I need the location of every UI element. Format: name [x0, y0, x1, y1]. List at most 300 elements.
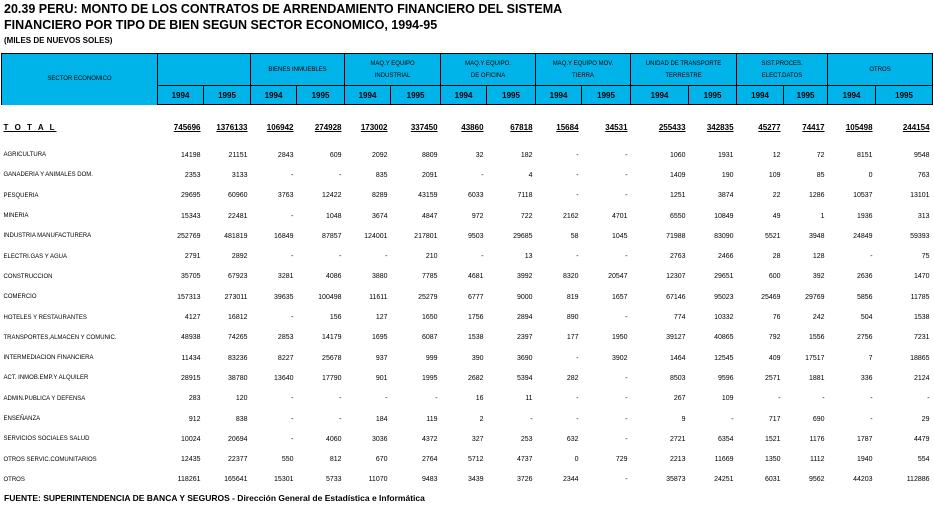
value-cell: 45277 [758, 123, 781, 132]
value-cell: - [625, 151, 628, 159]
value-cell: 729 [615, 456, 628, 464]
value-cell: 20694 [228, 435, 248, 443]
table-row [2, 206, 933, 226]
value-cell: 38780 [228, 374, 248, 382]
table-row [2, 287, 933, 307]
value-cell: 1251 [669, 192, 686, 200]
value-cell: 25678 [322, 354, 342, 362]
value-cell: 20547 [608, 273, 628, 281]
value-cell: - [291, 171, 294, 179]
value-cell: 59393 [910, 232, 930, 240]
value-cell: 124001 [364, 232, 388, 240]
group-header-otros: OTROS [828, 54, 933, 86]
value-cell: 32 [475, 151, 484, 159]
value-cell: 342835 [706, 123, 734, 132]
value-cell: 48938 [181, 334, 201, 342]
value-cell: 12 [772, 151, 781, 159]
value-cell: 6087 [421, 334, 438, 342]
value-cell: 44203 [853, 476, 873, 484]
value-cell: 327 [471, 435, 484, 443]
value-cell: 890 [566, 314, 579, 322]
value-cell: - [625, 415, 628, 423]
value-cell: - [625, 192, 628, 200]
value-cell: - [339, 171, 342, 179]
sector-label: ACT. INMOB.EMP.Y ALQUILER [3, 375, 89, 382]
value-cell: 4681 [467, 273, 484, 281]
value-cell: 34531 [605, 123, 628, 132]
value-cell: - [625, 435, 628, 443]
value-cell: 3902 [611, 354, 628, 362]
value-cell: 1787 [856, 435, 873, 443]
value-cell: - [385, 395, 388, 403]
value-cell: 17517 [805, 354, 825, 362]
leasing-table [1, 53, 933, 490]
value-cell: 6550 [669, 212, 686, 220]
value-cell: 29651 [714, 273, 734, 281]
value-cell: 2353 [184, 171, 201, 179]
value-cell: 7231 [913, 334, 930, 342]
year-header: 1995 [582, 86, 631, 105]
sector-label: TRANSPORTES,ALMACEN Y COMUNIC. [3, 334, 117, 341]
sector-label: INDUSTRIA MANUFACTURERA [3, 233, 92, 240]
value-cell: 177 [566, 334, 579, 342]
value-cell: 83236 [228, 354, 248, 362]
value-cell: 4 [528, 171, 533, 179]
value-cell: 6031 [764, 476, 781, 484]
value-cell: 43159 [418, 192, 438, 200]
value-cell: 12422 [322, 192, 342, 200]
value-cell: 10024 [181, 435, 201, 443]
value-cell: 2397 [516, 334, 533, 342]
table-row [2, 226, 933, 246]
value-cell: 173002 [360, 123, 388, 132]
value-cell: 15343 [181, 212, 201, 220]
value-cell: 184 [375, 415, 388, 423]
value-cell: 3439 [467, 476, 484, 484]
table-row [2, 307, 933, 327]
value-cell: 1931 [717, 151, 734, 159]
value-cell: 1538 [467, 334, 484, 342]
value-cell: 25469 [761, 293, 781, 301]
value-cell: 3874 [717, 192, 734, 200]
value-cell: 337450 [410, 123, 438, 132]
group-header-sist-proces: SIST.PROCES. ELECT.DATOS [737, 54, 828, 86]
value-cell: 267 [673, 395, 686, 403]
year-header: 1995 [487, 86, 536, 105]
value-cell: 9503 [467, 232, 484, 240]
value-cell: 67146 [666, 293, 686, 301]
year-header: 1994 [345, 86, 391, 105]
value-cell: 12307 [666, 273, 686, 281]
value-cell: 1 [820, 212, 825, 220]
value-cell: 1695 [371, 334, 388, 342]
value-cell: 609 [329, 151, 342, 159]
value-cell: 2791 [184, 253, 201, 261]
table-row [2, 267, 933, 287]
table-row [2, 348, 933, 368]
value-cell: 690 [812, 415, 825, 423]
value-cell: 2124 [913, 374, 930, 382]
year-header: 1995 [784, 86, 828, 105]
group-header-maq-mov-tierra: MAQ.Y EQUIPO MOV. TIERRA [536, 54, 631, 86]
value-cell: 1112 [809, 456, 825, 464]
value-cell: - [576, 354, 579, 362]
value-cell: 2756 [856, 334, 873, 342]
value-cell: 4737 [516, 456, 533, 464]
value-cell: 13640 [274, 374, 294, 382]
value-cell: 8289 [371, 192, 388, 200]
value-cell: 11669 [714, 456, 734, 464]
table-row [2, 389, 933, 409]
value-cell: 9 [681, 415, 686, 423]
value-cell: 4701 [611, 212, 628, 220]
value-cell: 182 [520, 151, 533, 159]
value-cell: 4086 [325, 273, 342, 281]
year-header: 1994 [536, 86, 582, 105]
value-cell: 74265 [228, 334, 248, 342]
value-cell: 838 [235, 415, 248, 423]
value-cell: 8320 [562, 273, 579, 281]
year-header: 1995 [391, 86, 441, 105]
value-cell: 2213 [669, 456, 686, 464]
value-cell: 1657 [611, 293, 628, 301]
value-cell: - [870, 395, 873, 403]
value-cell: 600 [768, 273, 781, 281]
value-cell: 120 [235, 395, 248, 403]
value-cell: 336 [860, 374, 873, 382]
value-cell: 3948 [808, 232, 825, 240]
sector-label: COMERCIO [3, 294, 37, 301]
sector-label: PESQUERIA [3, 192, 39, 199]
value-cell: - [576, 395, 579, 403]
value-cell: 273011 [224, 293, 248, 301]
value-cell: 3036 [371, 435, 388, 443]
table-row [2, 368, 933, 388]
value-cell: 1045 [611, 232, 628, 240]
value-cell: 1409 [669, 171, 686, 179]
value-cell: 109 [768, 171, 781, 179]
table-row [2, 328, 933, 348]
value-cell: 2 [479, 415, 484, 423]
value-cell: 1940 [856, 456, 873, 464]
sector-label: MINERIA [3, 213, 29, 220]
report-title-line-1: 20.39 PERU: MONTO DE LOS CONTRATOS DE ARRENDAMIENTO FINANCIERO DEL SISTEMA [4, 2, 563, 16]
table-row [2, 165, 933, 185]
value-cell: 28915 [181, 374, 201, 382]
value-cell: 22481 [228, 212, 248, 220]
value-cell: 1756 [467, 314, 484, 322]
table-row [2, 470, 933, 490]
value-cell: 210 [425, 253, 438, 261]
value-cell: 15684 [556, 123, 579, 132]
value-cell: 2682 [467, 374, 484, 382]
value-cell: - [625, 171, 628, 179]
value-cell: 14198 [181, 151, 201, 159]
year-header: 1995 [689, 86, 737, 105]
value-cell: 76 [772, 314, 781, 322]
value-cell: - [576, 171, 579, 179]
value-cell: 4479 [913, 435, 930, 443]
value-cell: 39635 [274, 293, 294, 301]
sector-label: HOTELES Y RESTAURANTES [3, 314, 87, 321]
value-cell: 9548 [913, 151, 930, 159]
value-cell: 2571 [764, 374, 781, 382]
value-cell: 4847 [421, 212, 438, 220]
value-cell: 7 [868, 354, 873, 362]
value-cell: - [291, 435, 294, 443]
value-cell: 632 [566, 435, 579, 443]
value-cell: - [576, 415, 579, 423]
value-cell: 6354 [717, 435, 734, 443]
value-cell: 242 [812, 314, 825, 322]
value-cell: 2091 [421, 171, 438, 179]
value-cell: 774 [673, 314, 686, 322]
value-cell: - [625, 374, 628, 382]
value-cell: - [625, 314, 628, 322]
value-cell: 16812 [228, 314, 248, 322]
value-cell: 274928 [314, 123, 342, 132]
year-header: 1994 [251, 86, 297, 105]
value-cell: 3674 [371, 212, 388, 220]
report-title-line-2: FINANCIERO POR TIPO DE BIEN SEGUN SECTOR ECONOMICO, 1994-95 [4, 18, 438, 32]
value-cell: - [435, 395, 438, 403]
sector-label: SERVICIOS SOCIALES SALUD [3, 436, 90, 443]
value-cell: 25279 [418, 293, 438, 301]
value-cell: 13101 [910, 192, 930, 200]
value-cell: 8503 [669, 374, 686, 382]
sector-label: GANADERIA Y ANIMALES DOM. [3, 172, 93, 179]
group-header-transporte-terrestre: UNIDAD DE TRANSPORTE TERRESTRE [631, 54, 737, 86]
year-header: 1994 [441, 86, 487, 105]
value-cell: 9562 [808, 476, 825, 484]
value-cell: 4127 [184, 314, 201, 322]
value-cell: 763 [917, 171, 930, 179]
sector-label: AGRICULTURA [3, 152, 47, 159]
value-cell: 29695 [181, 192, 201, 200]
group-header-total [158, 54, 251, 86]
value-cell: 16 [475, 395, 484, 403]
value-cell: 1376133 [216, 123, 248, 132]
value-cell: 127 [375, 314, 388, 322]
sector-label: OTROS [3, 476, 25, 483]
value-cell: 95023 [714, 293, 734, 301]
value-cell: 39127 [666, 334, 686, 342]
value-cell: 12435 [181, 456, 201, 464]
value-cell: 190 [721, 171, 734, 179]
value-cell: 1521 [764, 435, 781, 443]
value-cell: 9000 [516, 293, 533, 301]
value-cell: 481819 [224, 232, 248, 240]
value-cell: 5394 [516, 374, 533, 382]
value-cell: 3880 [371, 273, 388, 281]
value-cell: - [481, 253, 484, 261]
value-cell: 85 [816, 171, 825, 179]
value-cell: - [778, 395, 781, 403]
value-cell: 244154 [902, 123, 930, 132]
value-cell: 1936 [856, 212, 873, 220]
value-cell: 3690 [516, 354, 533, 362]
value-cell: 10537 [853, 192, 873, 200]
value-cell: 835 [375, 171, 388, 179]
sector-label: ENSEÑANZA [3, 416, 41, 422]
value-cell: - [339, 253, 342, 261]
value-cell: 1060 [669, 151, 686, 159]
value-cell: 1286 [808, 192, 825, 200]
value-cell: 6033 [467, 192, 484, 200]
value-cell: 901 [375, 374, 388, 382]
value-cell: 10849 [714, 212, 734, 220]
sector-label: INTERMEDIACION FINANCIERA [3, 355, 94, 362]
value-cell: - [576, 253, 579, 261]
value-cell: - [385, 253, 388, 261]
value-cell: - [339, 395, 342, 403]
value-cell: 72 [816, 151, 825, 159]
value-cell: 9596 [717, 374, 734, 382]
value-cell: 8227 [277, 354, 294, 362]
value-cell: 9483 [421, 476, 438, 484]
value-cell: 119 [426, 415, 438, 423]
value-cell: 409 [768, 354, 781, 362]
value-cell: - [576, 192, 579, 200]
value-cell: - [291, 314, 294, 322]
value-cell: 15301 [274, 476, 294, 484]
group-header-bienes-inmuebles: BIENES INMUEBLES [251, 54, 345, 86]
value-cell: 11434 [181, 354, 201, 362]
value-cell: 4372 [421, 435, 438, 443]
value-cell: 13 [524, 253, 533, 261]
value-cell: 58 [570, 232, 579, 240]
value-cell: 3281 [277, 273, 294, 281]
value-cell: - [625, 253, 628, 261]
value-cell: 1950 [611, 334, 628, 342]
value-cell: - [291, 253, 294, 261]
value-cell: 717 [768, 415, 781, 423]
value-cell: 912 [188, 415, 201, 423]
value-cell: 28 [772, 253, 781, 261]
value-cell: - [625, 395, 628, 403]
value-cell: 504 [860, 314, 873, 322]
value-cell: 253 [520, 435, 533, 443]
value-cell: 22377 [228, 456, 248, 464]
value-cell: 165641 [224, 476, 248, 484]
value-cell: 11785 [910, 293, 930, 301]
value-cell: 3992 [516, 273, 533, 281]
sector-label: OTROS SERVIC.COMUNITARIOS [3, 456, 97, 463]
year-header: 1995 [204, 86, 251, 105]
value-cell: 87857 [322, 232, 342, 240]
value-cell: 49 [772, 212, 781, 220]
value-cell: 8809 [421, 151, 438, 159]
value-cell: 43860 [461, 123, 484, 132]
value-cell: 24251 [714, 476, 734, 484]
value-cell: 17790 [322, 374, 342, 382]
value-cell: 100498 [318, 293, 342, 301]
value-cell: 8151 [856, 151, 873, 159]
value-cell: 1464 [669, 354, 686, 362]
value-cell: 2843 [277, 151, 294, 159]
value-cell: - [339, 415, 342, 423]
value-cell: 283 [188, 395, 201, 403]
value-cell: 255433 [658, 123, 686, 132]
group-header-row [2, 54, 933, 86]
value-cell: 35873 [666, 476, 686, 484]
year-header: 1994 [631, 86, 689, 105]
value-cell: - [530, 415, 533, 423]
value-cell: 550 [281, 456, 294, 464]
value-cell: 12545 [714, 354, 734, 362]
value-cell: - [927, 395, 930, 403]
value-cell: 40865 [714, 334, 734, 342]
value-cell: 3763 [277, 192, 294, 200]
value-cell: 2894 [516, 314, 533, 322]
table-row [2, 449, 933, 469]
sector-label: ELECTRI.GAS Y AGUA [3, 253, 67, 260]
value-cell: - [731, 415, 734, 423]
value-cell: 106942 [266, 123, 294, 132]
value-cell: 2636 [856, 273, 873, 281]
value-cell: 5712 [467, 456, 484, 464]
value-cell: 11070 [368, 476, 388, 484]
value-cell: 2344 [562, 476, 579, 484]
value-cell: 128 [812, 253, 825, 261]
value-cell: 4060 [325, 435, 342, 443]
value-cell: 7118 [517, 192, 533, 200]
value-cell: 2853 [277, 334, 294, 342]
table-row [2, 409, 933, 429]
value-cell: 6777 [467, 293, 484, 301]
value-cell: 21151 [228, 151, 248, 159]
value-cell: 29685 [513, 232, 533, 240]
value-cell: 7785 [421, 273, 438, 281]
value-cell: 392 [812, 273, 825, 281]
value-cell: 60960 [228, 192, 248, 200]
value-cell: 1350 [764, 456, 781, 464]
value-cell: 1650 [421, 314, 438, 322]
value-cell: - [822, 395, 825, 403]
units-note: (MILES DE NUEVOS SOLES) [4, 36, 113, 45]
value-cell: 217801 [414, 232, 438, 240]
year-header: 1995 [297, 86, 345, 105]
value-cell: 11 [525, 395, 533, 403]
value-cell: 29 [921, 415, 930, 423]
year-header: 1994 [158, 86, 204, 105]
value-cell: 0 [574, 456, 579, 464]
value-cell: 1881 [808, 374, 825, 382]
value-cell: 722 [520, 212, 533, 220]
value-cell: 1556 [808, 334, 825, 342]
group-header-maq-oficina: MAQ.Y EQUIPO. DE OFICINA [441, 54, 536, 86]
value-cell: 24849 [853, 232, 873, 240]
value-cell: 10332 [714, 314, 734, 322]
value-cell: 999 [425, 354, 438, 362]
value-cell: - [481, 171, 484, 179]
table-row [2, 246, 933, 266]
value-cell: 554 [917, 456, 930, 464]
value-cell: 83090 [714, 232, 734, 240]
value-cell: 16849 [274, 232, 294, 240]
value-cell: 14179 [322, 334, 342, 342]
value-cell: 812 [329, 456, 342, 464]
year-header: 1994 [737, 86, 784, 105]
value-cell: 18865 [910, 354, 930, 362]
value-cell: 35705 [181, 273, 201, 281]
sector-header: SECTOR ECONOMICO [2, 54, 158, 105]
sector-label: T O T A L [3, 123, 57, 132]
value-cell: 71988 [666, 232, 686, 240]
value-cell: - [625, 476, 628, 484]
value-cell: 0 [868, 171, 873, 179]
value-cell: 118261 [177, 476, 201, 484]
